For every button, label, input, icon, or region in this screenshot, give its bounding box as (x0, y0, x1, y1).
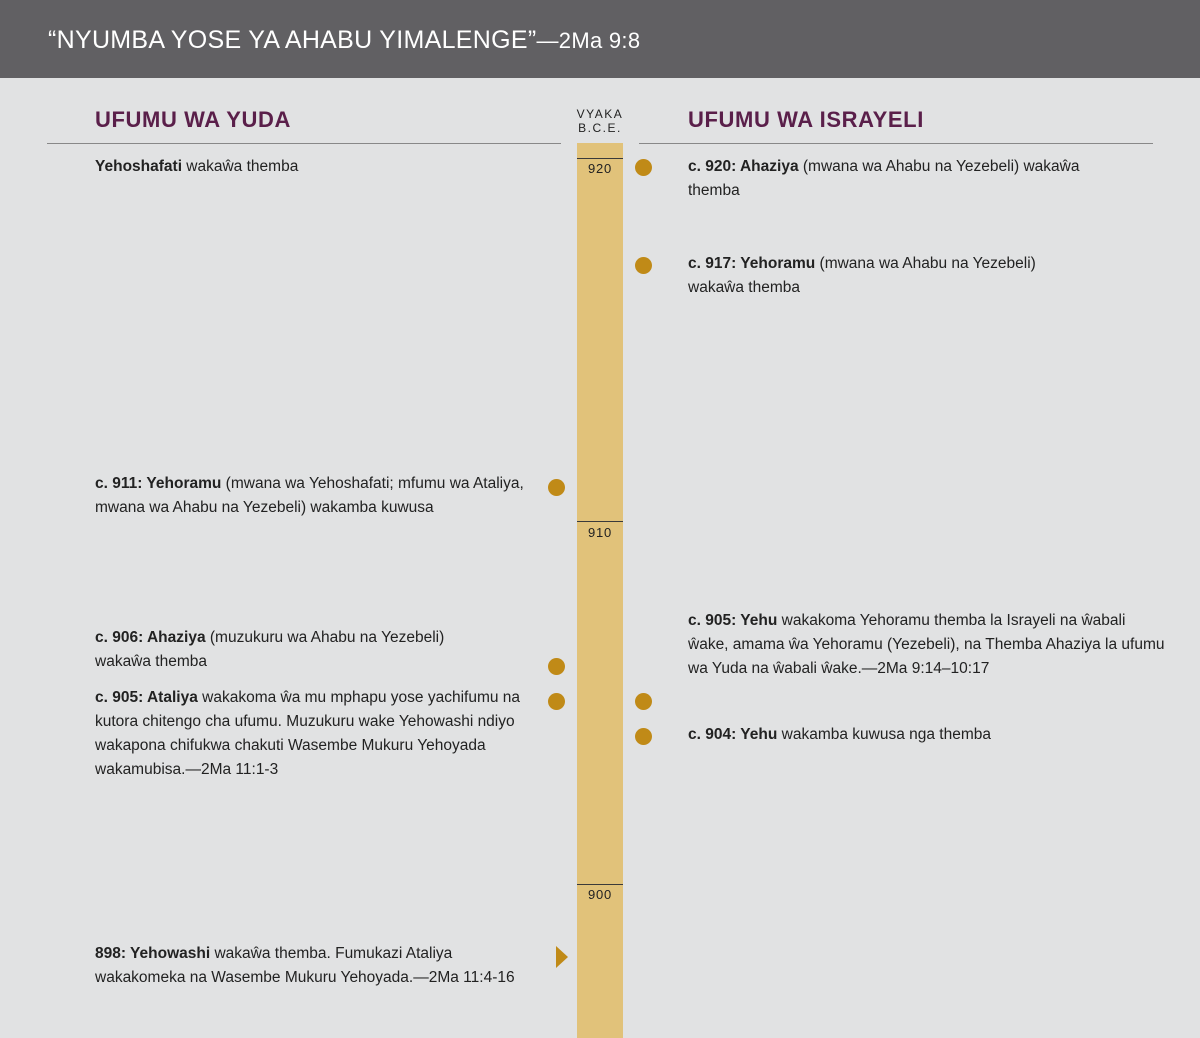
right-marker-0 (635, 159, 652, 176)
event-text: wakakoma ŵa mu mphapu yose yachifumu na kutora chitengo cha ufumu. Muzukuru wake Yehowashi ndiyo wakapona chifukwa chakuti Wasembe Mukuru Yehoyada wakamubisa.—2Ma 11:1-3 (95, 689, 521, 778)
axis-label-bce: B.C.E. (578, 121, 622, 135)
left-event-4 (95, 942, 535, 990)
left-event-0 (95, 155, 555, 179)
tick-label-910: 910 (587, 525, 613, 540)
tick-label-920: 920 (587, 161, 613, 176)
right-event-3 (688, 723, 1168, 747)
event-label: c. 920: Ahaziya (688, 158, 799, 175)
event-label: Yehoshafati (95, 158, 182, 175)
event-text: (muzukuru wa Ahabu na Yezebeli) wakaŵa themba (95, 629, 445, 670)
left-event-1 (95, 472, 525, 520)
event-label: c. 905: Yehu (688, 612, 778, 629)
event-text: wakamba kuwusa nga themba (777, 726, 992, 743)
left-heading-rule (47, 143, 561, 144)
event-label: c. 911: Yehoramu (95, 475, 222, 492)
event-text: (mwana wa Ahabu na Yezebeli) wakaŵa themba (688, 255, 1036, 296)
event-text: (mwana wa Yehoshafati; mfumu wa Ataliya, mwana wa Ahabu na Yezebeli) wakamba kuwusa (95, 475, 524, 516)
tick-label-900: 900 (587, 887, 613, 902)
left-marker-4-arrow (556, 946, 568, 968)
right-event-2 (688, 609, 1168, 681)
right-marker-2 (635, 693, 652, 710)
event-label: c. 917: Yehoramu (688, 255, 816, 272)
event-label: c. 906: Ahaziya (95, 629, 206, 646)
left-event-2 (95, 626, 495, 674)
event-text: wakakoma Yehoramu themba la Israyeli na ŵabali ŵake, amama ŵa Yehoramu (Yezebeli), na Themba Ahaziya la ufumu wa Yuda na ŵabali ŵake.—2Ma 9:14–10:17 (688, 612, 1165, 677)
title-text: “NYUMBA YOSE YA AHABU YIMALENGE” (48, 26, 537, 54)
tick-line-920 (577, 158, 623, 159)
left-column-heading: UFUMU WA YUDA (95, 107, 292, 132)
right-marker-1 (635, 257, 652, 274)
tick-line-900 (577, 884, 623, 885)
tick-line-910 (577, 521, 623, 522)
event-label: c. 904: Yehu (688, 726, 778, 743)
event-label: c. 905: Ataliya (95, 689, 198, 706)
right-event-1 (688, 252, 1088, 300)
event-text: (mwana wa Ahabu na Yezebeli) wakaŵa themba (688, 158, 1080, 199)
left-event-3 (95, 686, 525, 782)
event-text: wakaŵa themba (182, 158, 299, 175)
axis-label-years: VYAKA (576, 107, 624, 121)
timeline-bar (577, 143, 623, 1038)
right-heading-rule (639, 143, 1153, 144)
page-title (48, 26, 640, 55)
right-marker-3 (635, 728, 652, 745)
right-event-0 (688, 155, 1088, 203)
right-column-heading: UFUMU WA ISRAYELI (688, 107, 924, 132)
title-reference: —2Ma 9:8 (536, 28, 641, 53)
left-marker-3 (548, 693, 565, 710)
left-marker-1 (548, 479, 565, 496)
event-text: wakaŵa themba. Fumukazi Ataliya wakakomeka na Wasembe Mukuru Yehoyada.—2Ma 11:4-16 (95, 945, 515, 986)
header-bar (0, 0, 1200, 78)
left-marker-2 (548, 658, 565, 675)
event-label: 898: Yehowashi (95, 945, 211, 962)
